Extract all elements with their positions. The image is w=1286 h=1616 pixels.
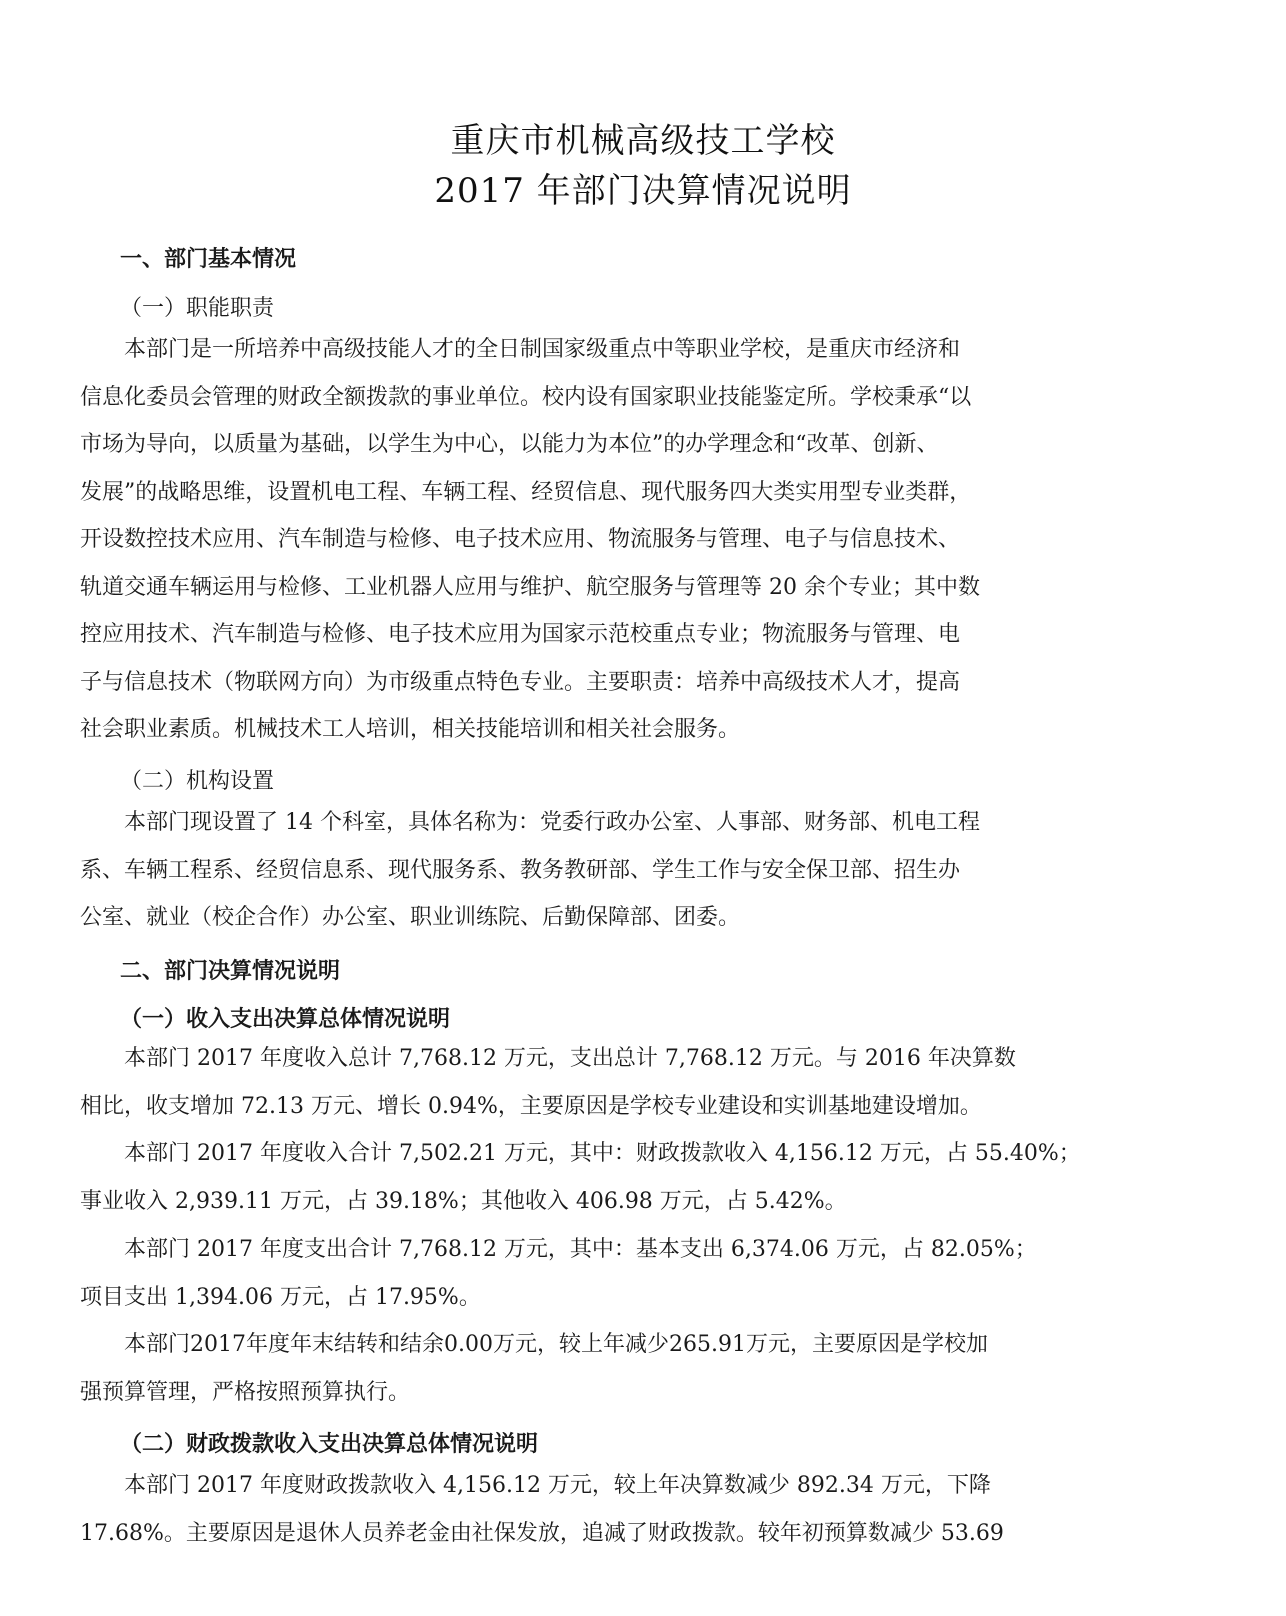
paragraph-expenditure (80, 1226, 1060, 1321)
text-line: 本部门 2017 年度收入总计 7,768.12 万元，支出总计 7,768.12 万元。与 2016 年决算数 (124, 1046, 1016, 1071)
paragraph-carryover (80, 1321, 1060, 1416)
text-line: 社会职业素质。机械技术工人培训，相关技能培训和相关社会服务。 (80, 717, 741, 742)
document-title: 重庆市机械高级技工学校 (450, 121, 836, 161)
paragraph-totals (80, 1035, 1060, 1130)
text-line: 子与信息技术（物联网方向）为市级重点特色专业。主要职责：培养中高级技术人才，提高 (80, 669, 961, 695)
paragraph-income (80, 1130, 1081, 1225)
text-line: 17.68%。主要原因是退休人员养老金由社保发放，追减了财政拨款。较年初预算数减少 53.69 (80, 1520, 1004, 1546)
text-line: 公室、就业（校企合作）办公室、职业训练院、后勤保障部、团委。 (80, 905, 741, 930)
text-line: 本部门2017年度年末结转和结余0.00万元，较上年减少265.91万元，主要原因是学校加 (124, 1332, 988, 1357)
subheading-functions: （一）职能职责 (120, 296, 275, 321)
text-line: 轨道交通车辆运用与检修、工业机器人应用与维护、航空服务与管理等 20 余个专业；其中数 (80, 574, 980, 600)
text-line: 发展”的战略思维，设置机电工程、车辆工程、经贸信息、现代服务四大类实用型专业类群， (80, 479, 972, 505)
document-subtitle: 2017 年部门决算情况说明 (434, 171, 852, 211)
text-line: 本部门现设置了 14 个科室，具体名称为：党委行政办公室、人事部、财务部、机电工程 (124, 810, 980, 835)
text-line: 本部门 2017 年度收入合计 7,502.21 万元，其中：财政拨款收入 4,156.12 万元，占 55.40%； (124, 1141, 1081, 1166)
text-line: 本部门 2017 年度支出合计 7,768.12 万元，其中：基本支出 6,374.06 万元，占 82.05%； (124, 1237, 1037, 1262)
text-line: 信息化委员会管理的财政全额拨款的事业单位。校内设有国家职业技能鉴定所。学校秉承“以 (80, 384, 972, 410)
text-line: 强预算管理，严格按照预算执行。 (80, 1379, 411, 1405)
text-line: 项目支出 1,394.06 万元，占 17.95%。 (80, 1284, 481, 1310)
section-heading-basic-info: 一、部门基本情况 (120, 247, 297, 272)
section-heading-final-accounts: 二、部门决算情况说明 (120, 959, 341, 984)
text-line: 本部门是一所培养中高级技能人才的全日制国家级重点中等职业学校，是重庆市经济和 (124, 337, 961, 362)
text-line: 开设数控技术应用、汽车制造与检修、电子技术应用、物流服务与管理、电子与信息技术、 (80, 527, 961, 552)
paragraph-organization (80, 799, 1060, 942)
text-line: 本部门 2017 年度财政拨款收入 4,156.12 万元，较上年决算数减少 892.34 万元，下降 (124, 1473, 991, 1498)
subheading-income-expenditure: （一）收入支出决算总体情况说明 (120, 1007, 451, 1032)
text-line: 控应用技术、汽车制造与检修、电子技术应用为国家示范校重点专业；物流服务与管理、电 (80, 622, 961, 647)
subheading-fiscal-allocation: （二）财政拨款收入支出决算总体情况说明 (120, 1432, 539, 1457)
paragraph-fiscal-allocation (80, 1462, 1060, 1557)
paragraph-functions (80, 326, 1060, 754)
text-line: 相比，收支增加 72.13 万元、增长 0.94%，主要原因是学校专业建设和实训基地建设增加。 (80, 1093, 982, 1119)
text-line: 事业收入 2,939.11 万元，占 39.18%；其他收入 406.98 万元，占 5.42%。 (80, 1188, 847, 1214)
subheading-organization: （二）机构设置 (120, 769, 275, 794)
text-line: 系、车辆工程系、经贸信息系、现代服务系、教务教研部、学生工作与安全保卫部、招生办 (80, 857, 961, 883)
text-line: 市场为导向，以质量为基础，以学生为中心，以能力为本位”的办学理念和“改革、创新、 (80, 432, 939, 457)
